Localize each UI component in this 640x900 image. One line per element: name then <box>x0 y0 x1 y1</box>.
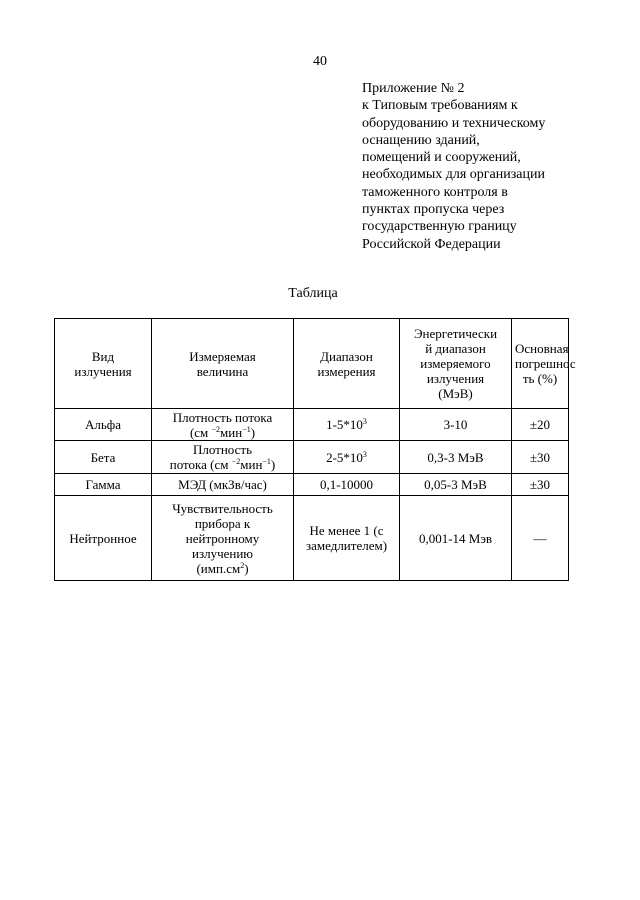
cell-range: 0,1-10000 <box>294 474 400 496</box>
appendix-line: оснащению зданий, <box>362 132 480 148</box>
radiation-table <box>54 318 576 581</box>
appendix-line: помещений и сооружений, <box>362 150 521 166</box>
cell-error: — <box>512 496 569 581</box>
cell-type: Гамма <box>55 474 152 496</box>
appendix-line: государственную границу <box>362 219 517 235</box>
cell-type: Альфа <box>55 409 152 441</box>
appendix-line: Приложение № 2 <box>362 81 465 96</box>
cell-energy: 3-10 <box>400 409 512 441</box>
cell-error: ±30 <box>512 474 569 496</box>
appendix-line: таможенного контроля в <box>362 184 508 200</box>
cell-quantity: МЭД (мкЗв/час) <box>152 474 294 496</box>
cell-range: $2-5*10^3$ <box>294 441 400 474</box>
table-row <box>55 496 569 581</box>
cell-range: Не менее 1 (с замедлителем) <box>294 496 400 581</box>
cell-energy: 0,001-14 Мэв <box>400 496 512 581</box>
header-energy-range: Энергетически й диапазон измеряемого излучения (МэВ) <box>400 319 512 409</box>
table-row <box>55 441 569 474</box>
table-caption: Таблица <box>288 286 338 301</box>
cell-quantity: Плотность потока (см $^{-2}$мин$^{-1}$) <box>152 441 294 474</box>
appendix-line: оборудованию и техническому <box>362 115 546 131</box>
table-header-row <box>55 319 569 409</box>
cell-quantity: Плотность потока (см $^{-2}$мин$^{-1}$) <box>152 409 294 441</box>
appendix-heading <box>362 80 602 253</box>
appendix-line: Российской Федерации <box>362 236 501 252</box>
cell-quantity: Чувствительность прибора к нейтронному излучению $(имп.см^2)$ <box>152 496 294 581</box>
cell-energy: 0,05-3 МэВ <box>400 474 512 496</box>
cell-energy: 0,3-3 МэВ <box>400 441 512 474</box>
cell-error: ±30 <box>512 441 569 474</box>
cell-type: Бета <box>55 441 152 474</box>
page-number: 40 <box>313 54 327 69</box>
table-row <box>55 474 569 496</box>
header-radiation-type: Вид излучения <box>55 319 152 409</box>
appendix-line: необходимых для организации <box>362 167 545 183</box>
appendix-line: к Типовым требованиям к <box>362 98 518 114</box>
cell-type: Нейтронное <box>55 496 152 581</box>
cell-range: $1-5*10^3$ <box>294 409 400 441</box>
cell-error: ±20 <box>512 409 569 441</box>
table-row <box>55 409 569 441</box>
header-base-error: Основная погрешнос ть (%) <box>512 319 569 409</box>
header-measured-quantity: Измеряемая величина <box>152 319 294 409</box>
appendix-line: пунктах пропуска через <box>362 202 505 218</box>
header-measurement-range: Диапазон измерения <box>294 319 400 409</box>
